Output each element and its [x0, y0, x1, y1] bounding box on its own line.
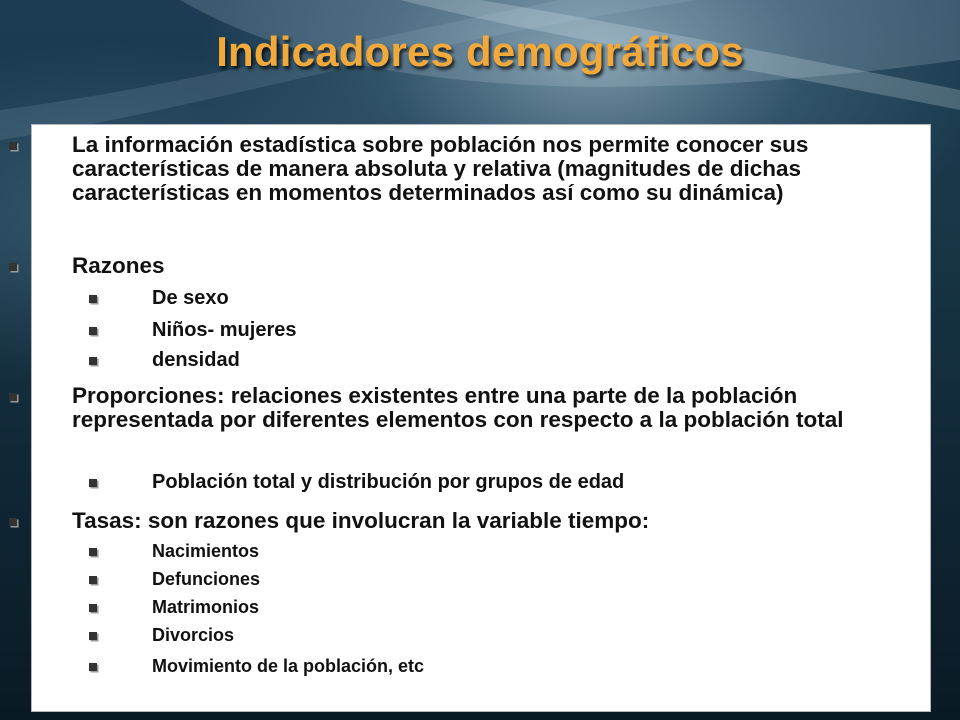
bullet-item	[72, 133, 862, 205]
square-bullet-icon	[9, 393, 17, 401]
bullet-item	[72, 254, 862, 278]
square-bullet-icon	[9, 142, 17, 150]
sub-bullet-item	[152, 319, 872, 341]
sub-bullet-item	[152, 597, 872, 617]
bullet-text: Razones	[72, 253, 165, 278]
sub-bullet-text: Movimiento de la población, etc	[152, 656, 425, 676]
sub-bullet-text: Población total y distribución por grupos de edad	[152, 471, 625, 493]
bullet-text: La información estadística sobre población nos permite conocer sus características de manera absoluta y relativa (magnitudes de dichas características en momentos determinados así como su dinámica)	[72, 132, 809, 205]
bullet-text: Proporciones: relaciones existentes entre una parte de la población representada por diferentes elementos con respecto a la población total	[72, 383, 844, 432]
square-bullet-icon	[89, 479, 97, 487]
sub-bullet-item	[152, 656, 872, 676]
square-bullet-icon	[9, 263, 17, 271]
bullet-item	[72, 384, 862, 432]
sub-bullet-text: Matrimonios	[152, 597, 260, 617]
sub-bullet-text: De sexo	[152, 287, 229, 309]
sub-bullet-text: Defunciones	[152, 569, 261, 589]
bullet-text: Tasas: son razones que involucran la variable tiempo:	[72, 508, 650, 533]
slide-title: Indicadores demográficos	[216, 28, 744, 75]
sub-bullet-text: Niños- mujeres	[152, 319, 297, 341]
sub-bullet-item	[152, 287, 872, 309]
square-bullet-icon	[89, 327, 97, 335]
sub-bullet-text: Divorcios	[152, 625, 235, 645]
sub-bullet-item	[152, 541, 872, 561]
sub-bullet-item	[152, 349, 872, 371]
sub-bullet-text: Nacimientos	[152, 541, 260, 561]
sub-bullet-item	[152, 625, 872, 645]
square-bullet-icon	[9, 518, 17, 526]
square-bullet-icon	[89, 576, 97, 584]
square-bullet-icon	[89, 604, 97, 612]
square-bullet-icon	[89, 357, 97, 365]
sub-bullet-item	[152, 471, 872, 493]
bullet-item	[72, 509, 862, 533]
square-bullet-icon	[89, 295, 97, 303]
square-bullet-icon	[89, 548, 97, 556]
sub-bullet-text: densidad	[152, 349, 240, 371]
square-bullet-icon	[89, 663, 97, 671]
sub-bullet-item	[152, 569, 872, 589]
square-bullet-icon	[89, 632, 97, 640]
